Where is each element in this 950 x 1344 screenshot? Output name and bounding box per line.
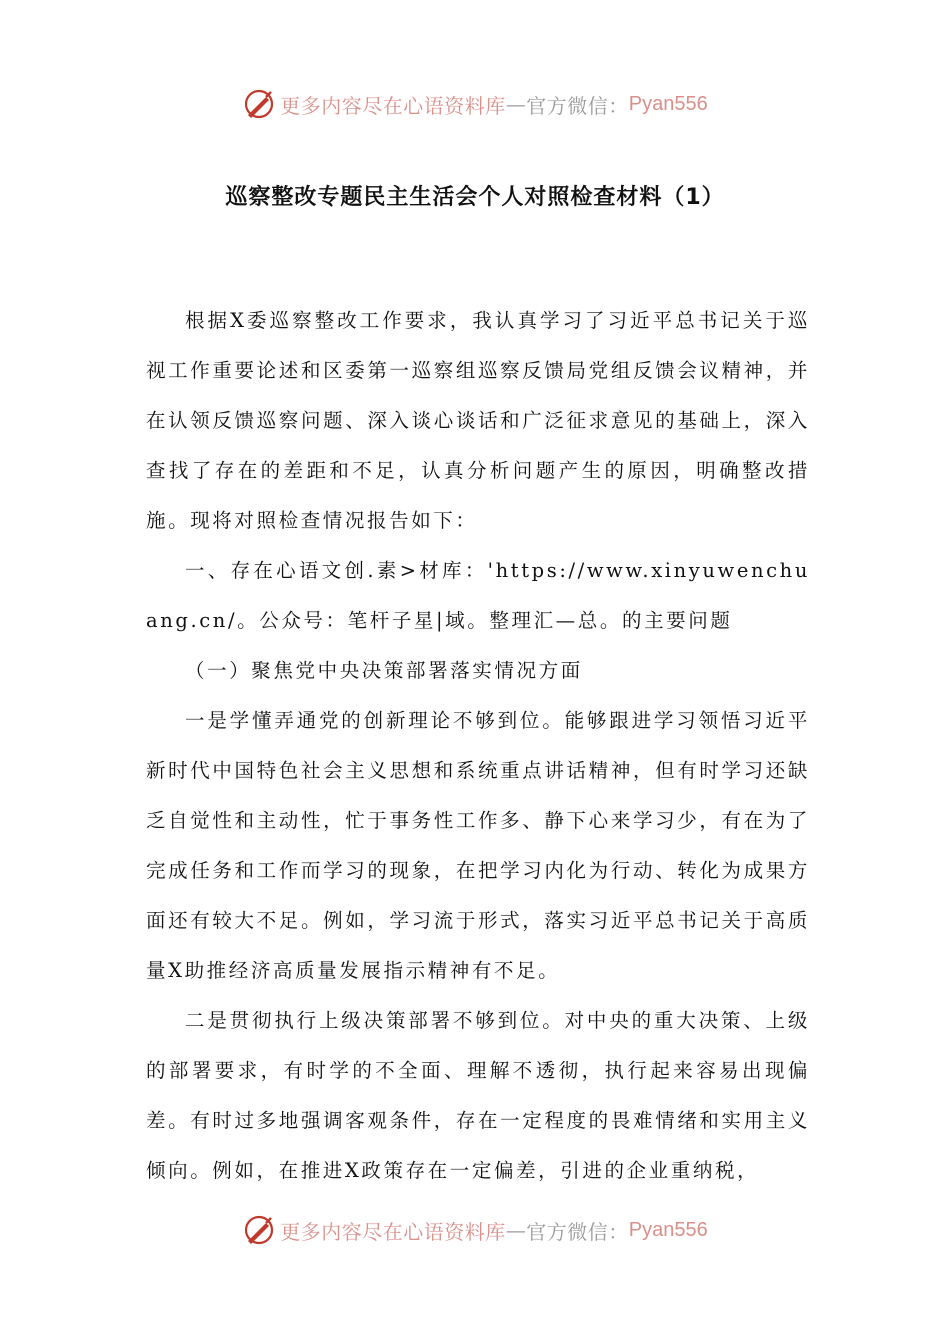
paragraph-intro: 根据X委巡察整改工作要求，我认真学习了习近平总书记关于巡视工作重要论述和区委第一巡察组巡察反馈局党组反馈会议精神，并在认领反馈巡察问题、深入谈心谈话和广泛征求意见的基础上，深入查找了存在的差距和不足，认真分析问题产生的原因，明确整改措施。现将对照检查情况报告如下： xyxy=(146,309,810,532)
header-watermark xyxy=(0,82,950,126)
watermark-text: 更多内容尽在心语资料库 xyxy=(280,93,506,118)
pen-logo-icon xyxy=(242,1213,276,1247)
document-title: 巡察整改专题民主生活会个人对照检查材料（1） xyxy=(225,185,725,210)
footer-watermark xyxy=(0,1208,950,1252)
watermark-wechat-label: 官方微信： xyxy=(526,93,629,118)
paragraph-section-heading: 一、存在心语文创.素>材库：'https://www.xinyuwenchuang.cn/。公众号：笔杆子星|域。整理汇—总。的主要问题 xyxy=(146,559,810,632)
paragraph-point-two: 二是贯彻执行上级决策部署不够到位。对中央的重大决策、上级的部署要求，有时学的不全面、理解不透彻，执行起来容易出现偏差。有时过多地强调客观条件，存在一定程度的畏难情绪和实用主义倾向。例如，在推进X政策存在一定偏差，引进的企业重纳税， xyxy=(146,1009,810,1182)
watermark-wechat-id: Pyan556 xyxy=(628,92,708,115)
watermark-wechat-id: Pyan556 xyxy=(628,1218,708,1241)
watermark-dash: — xyxy=(505,1218,527,1242)
paragraph-subsection-heading: （一）聚焦党中央决策部署落实情况方面 xyxy=(185,659,583,682)
watermark-text: 更多内容尽在心语资料库 xyxy=(280,1219,506,1244)
paragraph-point-one: 一是学懂弄通党的创新理论不够到位。能够跟进学习领悟习近平新时代中国特色社会主义思想和系统重点讲话精神，但有时学习还缺乏自觉性和主动性，忙于事务性工作多、静下心来学习少，有在为了完成任务和工作而学习的现象，在把学习内化为行动、转化为成果方面还有较大不足。例如，学习流于形式，落实习近平总书记关于高质量X助推经济高质量发展指示精神有不足。 xyxy=(146,709,810,982)
document-body xyxy=(146,296,810,1196)
watermark-dash: — xyxy=(505,92,527,116)
watermark-wechat-label: 官方微信： xyxy=(526,1219,629,1244)
pen-logo-icon xyxy=(242,87,276,121)
